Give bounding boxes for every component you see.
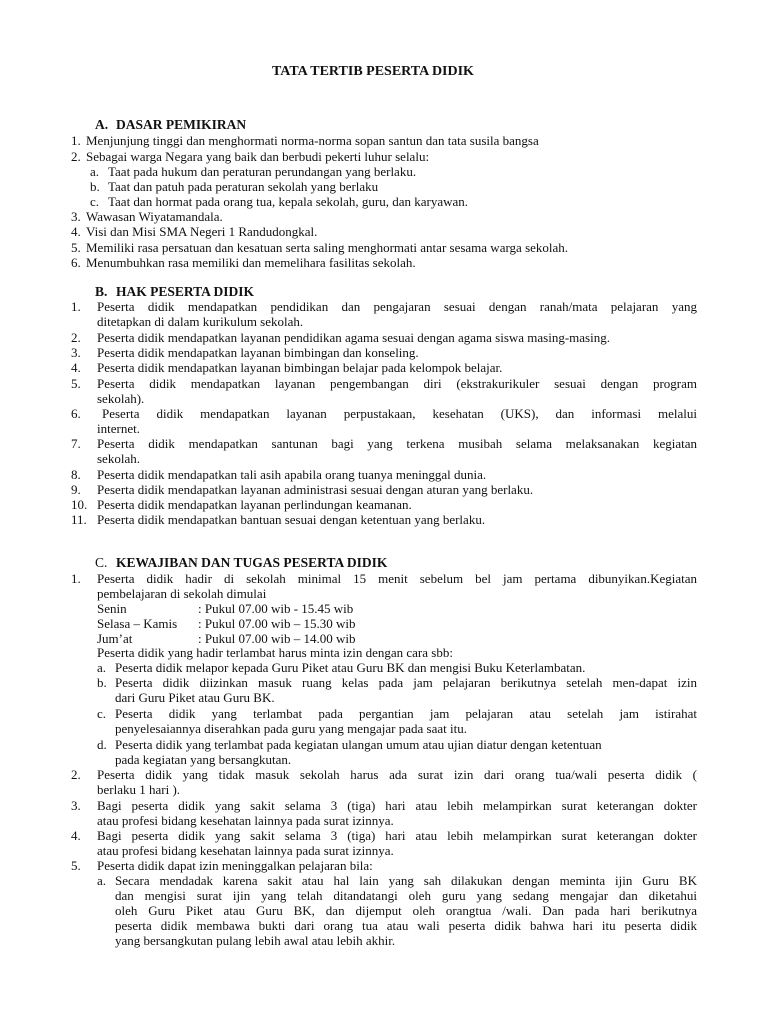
- section-b-item-text: Peserta didik mendapatkan tali asih apabila orang tuanya meninggal dunia.: [97, 467, 487, 482]
- section-a-item-text: Menjunjung tinggi dan menghormati norma-norma sopan santun dan tata susila bangsa: [86, 133, 539, 148]
- section-a-item-number: 5.: [71, 240, 81, 255]
- section-c-item-text: Bagi peserta didik yang sakit selama 3 (tiga) hari atau lebih melampirkan surat keterangan dokter: [97, 828, 697, 843]
- section-a-item-number: 6.: [71, 255, 81, 270]
- section-c-item-number: 5.: [71, 858, 81, 873]
- section-a-subitem-letter: a.: [90, 164, 100, 179]
- section-c-item-text-continued: pembelajaran di sekolah dimulai: [97, 586, 267, 601]
- section-a-item-number: 1.: [71, 133, 81, 148]
- section-c-subitem-text-continued: dari Guru Piket atau Guru BK.: [115, 690, 275, 705]
- section-a-subitem-text: Taat dan patuh pada peraturan sekolah yang berlaku: [108, 179, 379, 194]
- section-a-item-text: Wawasan Wiyatamandala.: [86, 209, 223, 224]
- section-b-item-text: Peserta didik mendapatkan layanan pendidikan agama sesuai dengan agama siswa masing-masing.: [97, 330, 610, 345]
- section-b-item-number: 6.: [71, 406, 81, 421]
- section-b-item-text: Peserta didik mendapatkan layanan perlindungan keamanan.: [97, 497, 412, 512]
- section-b-item-text: Peserta didik mendapatkan layanan administrasi sesuai dengan aturan yang berlaku.: [97, 482, 534, 497]
- section-b-item-number: 5.: [71, 376, 81, 391]
- section-a-subitem-letter: c.: [90, 194, 100, 209]
- section-c-subitem-text-continued: pada kegiatan yang bersangkutan.: [115, 752, 292, 767]
- schedule-time: : Pukul 07.00 wib – 14.00 wib: [198, 631, 356, 646]
- section-a-number: A.: [95, 117, 109, 132]
- section-c-item-number: 4.: [71, 828, 81, 843]
- section-c-subitem-text: Peserta didik diizinkan masuk ruang kelas pada jam pelajaran berikutnya setelah men-dapat izin: [115, 675, 697, 690]
- section-b-item-number: 10.: [71, 497, 88, 512]
- section-b-item-text: Peserta didik mendapatkan layanan bimbingan dan konseling.: [97, 345, 419, 360]
- section-b-item-number: 3.: [71, 345, 81, 360]
- schedule-time: : Pukul 07.00 wib – 15.30 wib: [198, 616, 356, 631]
- section-c-subitem-text-continued: peserta didik membawa bukti dari orang tua atau wali peserta didik bahwa hari itu peserta didik: [115, 918, 697, 933]
- section-c-subitem-text: Peserta didik yang terlambat pada pergantian jam pelajaran atau setelah jam istirahat: [115, 706, 697, 721]
- schedule-day: Senin: [97, 601, 127, 616]
- section-b-item-text-continued: sekolah.: [97, 451, 140, 466]
- section-a-item-text: Menumbuhkan rasa memiliki dan memelihara fasilitas sekolah.: [86, 255, 416, 270]
- section-c-subitem-letter: a.: [97, 873, 107, 888]
- schedule-time: : Pukul 07.00 wib - 15.45 wib: [198, 601, 354, 616]
- section-a-heading: DASAR PEMIKIRAN: [116, 117, 247, 132]
- section-c-number: C.: [95, 555, 108, 570]
- section-c-item-number: 1.: [71, 571, 81, 586]
- section-c-item-text-continued: berlaku 1 hari ).: [97, 782, 181, 797]
- section-c-subitem-letter: d.: [97, 737, 107, 752]
- section-b-number: B.: [95, 284, 108, 299]
- section-b-item-number: 11.: [71, 512, 87, 527]
- section-b-item-text: Peserta didik mendapatkan bantuan sesuai dengan ketentuan yang berlaku.: [97, 512, 486, 527]
- section-b-item-number: 7.: [71, 436, 81, 451]
- section-c-item-text: Bagi peserta didik yang sakit selama 3 (tiga) hari atau lebih melampirkan surat keterangan dokter: [97, 798, 697, 813]
- section-a-subitem-letter: b.: [90, 179, 100, 194]
- section-a-subitem-text: Taat dan hormat pada orang tua, kepala sekolah, guru, dan karyawan.: [108, 194, 469, 209]
- section-b-item-number: 4.: [71, 360, 81, 375]
- section-c-subitem-text: Secara mendadak karena sakit atau hal lain yang sah dilakukan dengan meminta ijin Guru BK: [115, 873, 697, 888]
- section-c-item-text: Peserta didik yang tidak masuk sekolah harus ada surat izin dari orang tua/wali peserta didik (: [97, 767, 697, 782]
- section-c-subitem-text-continued: yang bersangkutan pulang lebih awal atau lebih akhir.: [115, 933, 396, 948]
- document-title: TATA TERTIB PESERTA DIDIK: [272, 64, 474, 79]
- section-a-item-text: Memiliki rasa persatuan dan kesatuan serta saling menghormati antar sesama warga sekolah.: [86, 240, 569, 255]
- section-c-subitem-letter: c.: [97, 706, 107, 721]
- schedule-day: Jum’at: [97, 631, 133, 646]
- section-b-item-text: Peserta didik mendapatkan layanan perpustakaan, kesehatan (UKS), dan informasi melalui: [102, 406, 697, 421]
- section-c-item-text-continued: atau profesi bidang kesehatan lainnya pada surat izinnya.: [97, 843, 394, 858]
- section-b-item-text: Peserta didik mendapatkan santunan bagi yang terkena musibah selama melaksanakan kegiatan: [97, 436, 697, 451]
- section-c-item-text: Peserta didik hadir di sekolah minimal 15 menit sebelum bel jam pertama dibunyikan.Kegiatan: [97, 571, 697, 586]
- section-c-subitem-text: Peserta didik melapor kepada Guru Piket atau Guru BK dan mengisi Buku Keterlambatan.: [115, 660, 586, 675]
- section-b-item-text: Peserta didik mendapatkan layanan bimbingan belajar pada kelompok belajar.: [97, 360, 503, 375]
- section-b-item-text-continued: internet.: [97, 421, 140, 436]
- section-a-subitem-text: Taat pada hukum dan peraturan perundangan yang berlaku.: [108, 164, 417, 179]
- section-c-subitem-letter: a.: [97, 660, 107, 675]
- section-c-item-text: Peserta didik dapat izin meninggalkan pelajaran bila:: [97, 858, 373, 873]
- section-c-heading: KEWAJIBAN DAN TUGAS PESERTA DIDIK: [116, 555, 388, 570]
- section-c-subitem-text: Peserta didik yang terlambat pada kegiatan ulangan umum atau ujian diatur dengan ketentuan: [115, 737, 602, 752]
- section-c-subitem-text-continued: dan mengisi surat ijin yang telah ditandatangi oleh guru yang sedang mengajar dan diketahui: [115, 888, 697, 903]
- section-a-item-text: Visi dan Misi SMA Negeri 1 Randudongkal.: [86, 224, 318, 239]
- section-c-item-number: 3.: [71, 798, 81, 813]
- schedule-day: Selasa – Kamis: [97, 616, 178, 631]
- section-a-item-text: Sebagai warga Negara yang baik dan berbudi pekerti luhur selalu:: [86, 149, 430, 164]
- section-b-item-text-continued: sekolah).: [97, 391, 145, 406]
- section-b-item-text: Peserta didik mendapatkan layanan pengembangan diri (ekstrakurikuler sesuai dengan program: [97, 376, 697, 391]
- late-arrival-intro: Peserta didik yang hadir terlambat harus minta izin dengan cara sbb:: [97, 645, 453, 660]
- section-b-item-text-continued: ditetapkan di dalam kurikulum sekolah.: [97, 314, 304, 329]
- section-c-subitem-text-continued: penyelesaiannya diserahkan pada guru yang mengajar pada saat itu.: [115, 721, 467, 736]
- section-b-heading: HAK PESERTA DIDIK: [116, 284, 255, 299]
- section-a-item-number: 4.: [71, 224, 81, 239]
- section-b-item-number: 2.: [71, 330, 81, 345]
- section-b-item-number: 9.: [71, 482, 81, 497]
- section-c-item-number: 2.: [71, 767, 81, 782]
- section-c-subitem-text-continued: oleh Guru Piket atau Guru BK, dan dijemput oleh orangtua /wali. Dan pada hari berikutnya: [115, 903, 697, 918]
- section-c-subitem-letter: b.: [97, 675, 107, 690]
- section-b-item-number: 8.: [71, 467, 81, 482]
- section-b-item-text: Peserta didik mendapatkan pendidikan dan pengajaran sesuai dengan ranah/mata pelajaran yang: [97, 299, 697, 314]
- section-c-item-text-continued: atau profesi bidang kesehatan lainnya pada surat izinnya.: [97, 813, 394, 828]
- section-a-item-number: 3.: [71, 209, 81, 224]
- section-b-item-number: 1.: [71, 299, 81, 314]
- section-a-item-number: 2.: [71, 149, 81, 164]
